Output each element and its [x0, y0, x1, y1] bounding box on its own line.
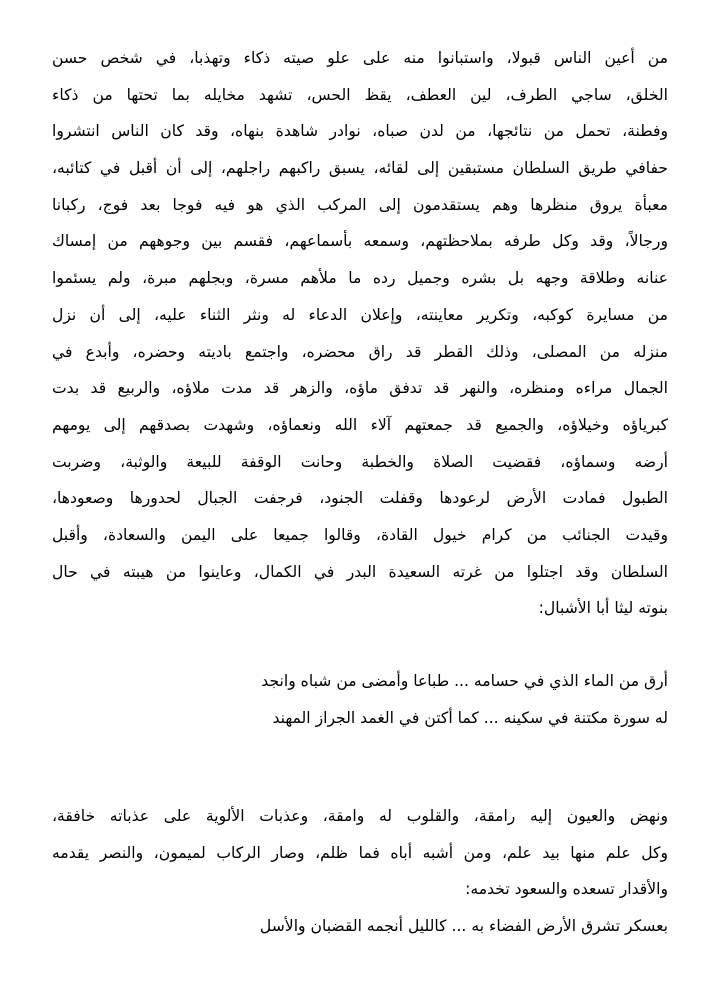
- text-line: حفافي طريق السلطان مستبقين إلى لقائه، يسبق راكبهم راجلهم، إلى أن أقبل في كتائبه،: [52, 159, 668, 178]
- text-line: والأقدار تسعده والسعود تخدمه:: [465, 880, 668, 899]
- text-line: وكل علم منها بيد علم، ومن أشبه أباه فما ظلم، وصار الركاب لميمون، والنصر يقدمه: [52, 843, 668, 862]
- text-line: معبأة يروق منظرها وهم يستقدمون إلى المركب الذي هو فيه فوجا بعد فوج، ركبانا: [52, 195, 668, 214]
- text-line: الجمال مراءه ومنظره، والنهر قد تدفق ماؤه، والزهر قد مدت ملاؤه، والربيع قد بدت: [52, 379, 668, 398]
- text-line: وقيدت الجنائب من كرام خيول القادة، وقالوا جميعا على اليمن والسعادة، وأقبل: [52, 525, 668, 544]
- paragraph-2: [52, 798, 668, 945]
- text-line: الطبول فمادت الأرض لرعودها وقفلت الجنود، فرجفت الجبال لحدورها وصعودها،: [52, 489, 668, 508]
- text-line: منزله من المصلى، وذلك القطر قد راق محضره، واجتمع باديته وحضره، وأبدع في: [52, 342, 668, 361]
- verse-line: أرق من الماء الذي في حسامه ... طباعا وأمضى من شباه وانجد: [261, 672, 668, 690]
- text-line: عنانه وطلاقة وجهه بل بشره وجميل رده ما ملأهم مسرة، وبجلهم مبرة، ولم يسئموا: [52, 269, 668, 288]
- text-line: أرضه وسماؤه، فقضيت الصلاة والخطبة وحانت الوقفة للبيعة والوثبة، وضربت: [52, 452, 668, 471]
- text-line: الخلق، ساجي الطرف، لين العطف، يقظ الحس، تشهد مخايله بما تحتها من ذكاء: [52, 85, 668, 104]
- text-line: ورجالاً، وقد وكل طرفه بملاحظتهم، وسمعه بأسماعهم، فقسم بين وجوههم من إمساك: [52, 232, 668, 251]
- text-line: السلطان وقد اجتلوا من غرته السعيدة البدر في الكمال، وعاينوا من هيبته في حال: [52, 562, 668, 581]
- verse-line: بعسكر تشرق الأرض الفضاء به ... كالليل أنجمه القضبان والأسل: [259, 917, 668, 936]
- paragraph-1: [52, 40, 668, 627]
- verse-1: [52, 663, 668, 736]
- text-line: كبرياؤه وخيلاؤه، والجميع قد جمعتهم آلاء الله ونعماؤه، وشهدت بصدقهم إلى يومهم: [52, 415, 668, 434]
- text-line: من أعين الناس قبولا، واستبانوا منه على علو صيته ذكاء وتهذبا، في شخص حسن: [52, 49, 668, 67]
- text-line: بنوته ليثا أبا الأشبال:: [538, 599, 668, 618]
- text-line: وفطنة، تحمل من نتائجها، من لدن صباه، نوادر شاهدة بنهاه، وقد كان الناس انتشروا: [52, 122, 668, 141]
- text-line: من مسايرة كوكبه، وتكرير معاينته، وإعلان الدعاء له ونثر الثناء عليه، إلى أن نزل: [52, 305, 668, 324]
- verse-line: له سورة مكتنة في سكينه ... كما أكتن في الغمد الجراز المهند: [272, 708, 668, 727]
- text-line: ونهض والعيون إليه رامقة، والقلوب له وامقة، وعذبات الألوية على عذباته خافقة،: [52, 807, 668, 825]
